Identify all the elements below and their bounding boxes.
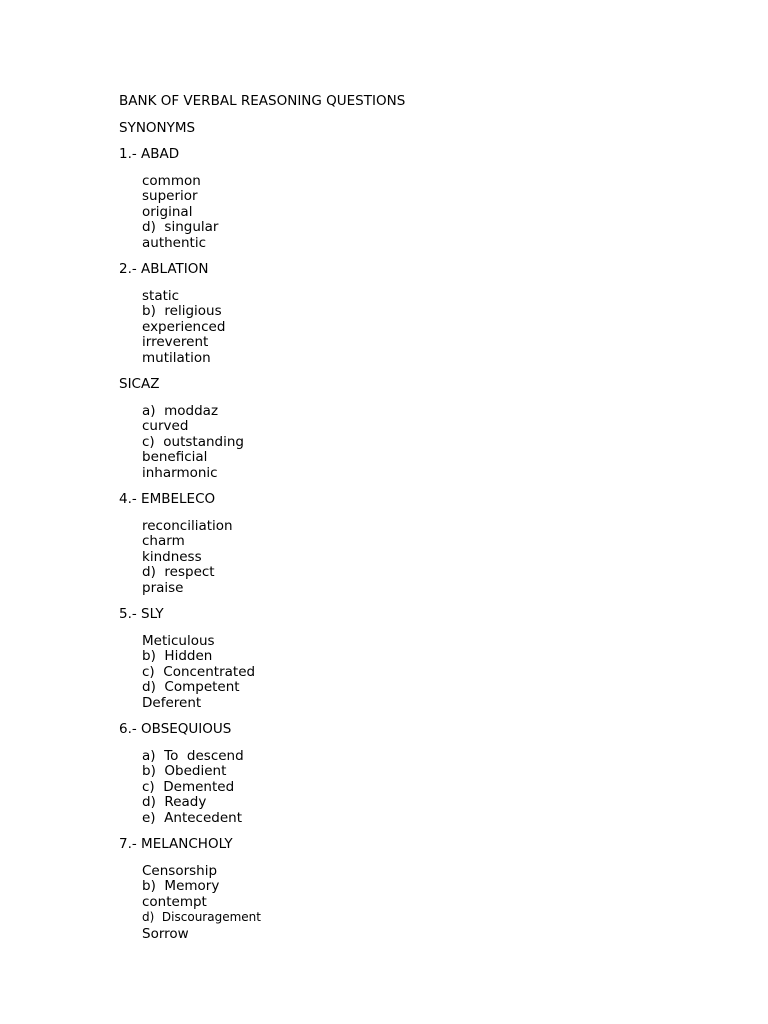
option-item: superior: [142, 188, 198, 204]
option-item: Sorrow: [142, 925, 189, 942]
question-heading: 1.- ABAD: [119, 146, 180, 162]
option-item: Meticulous: [142, 632, 215, 649]
option-item: d) singular: [142, 219, 219, 235]
option-item: original: [142, 203, 193, 220]
option-item: b) religious: [142, 303, 222, 319]
question-heading: 4.- EMBELECO: [119, 491, 216, 507]
option-item: charm: [142, 533, 185, 549]
option-item: beneficial: [142, 449, 208, 465]
option-item: experienced: [142, 318, 226, 335]
option-item: common: [142, 172, 201, 189]
option-item: c) outstanding: [142, 433, 244, 450]
option-item: a) To descend: [142, 747, 244, 764]
option-item: a) moddaz: [142, 402, 219, 419]
question-heading: 2.- ABLATION: [119, 261, 209, 277]
question-4: [119, 492, 719, 596]
question-1: [119, 147, 719, 251]
option-list: [119, 289, 719, 367]
question-heading: 5.- SLY: [119, 606, 164, 622]
option-item: authentic: [142, 234, 207, 251]
question-5: [119, 607, 719, 711]
option-item: contempt: [142, 893, 207, 910]
question-3: [119, 377, 719, 481]
option-item: Censorship: [142, 862, 218, 879]
option-item: d) Ready: [142, 794, 207, 810]
option-item: static: [142, 287, 180, 304]
option-item: b) Hidden: [142, 648, 213, 664]
option-item: curved: [142, 418, 189, 434]
option-item: praise: [142, 579, 184, 596]
option-item: d) respect: [142, 564, 215, 580]
option-item: Deferent: [142, 694, 202, 711]
option-item: b) Obedient: [142, 763, 227, 779]
option-item: d) Discouragement: [142, 910, 261, 924]
option-item: inharmonic: [142, 464, 218, 481]
option-list: [119, 749, 719, 827]
option-item: mutilation: [142, 349, 211, 366]
option-item: irreverent: [142, 334, 209, 350]
option-item: c) Demented: [142, 778, 235, 795]
option-list: [119, 864, 719, 943]
document-title: BANK OF VERBAL REASONING QUESTIONS: [119, 93, 406, 109]
question-7: [119, 837, 719, 942]
option-item: d) Competent: [142, 679, 240, 695]
question-heading: 6.- OBSEQUIOUS: [119, 721, 232, 737]
option-item: reconciliation: [142, 517, 233, 534]
document-page: [119, 94, 719, 953]
option-item: b) Memory: [142, 878, 220, 894]
option-list: [119, 174, 719, 252]
option-item: kindness: [142, 548, 202, 565]
option-list: [119, 634, 719, 712]
question-heading: 7.- MELANCHOLY: [119, 836, 233, 852]
option-list: [119, 519, 719, 597]
section-title: SYNONYMS: [119, 119, 196, 136]
option-list: [119, 404, 719, 482]
question-6: [119, 722, 719, 826]
question-2: [119, 262, 719, 366]
option-item: e) Antecedent: [142, 809, 242, 826]
question-heading: SICAZ: [119, 376, 160, 392]
option-item: c) Concentrated: [142, 663, 256, 680]
